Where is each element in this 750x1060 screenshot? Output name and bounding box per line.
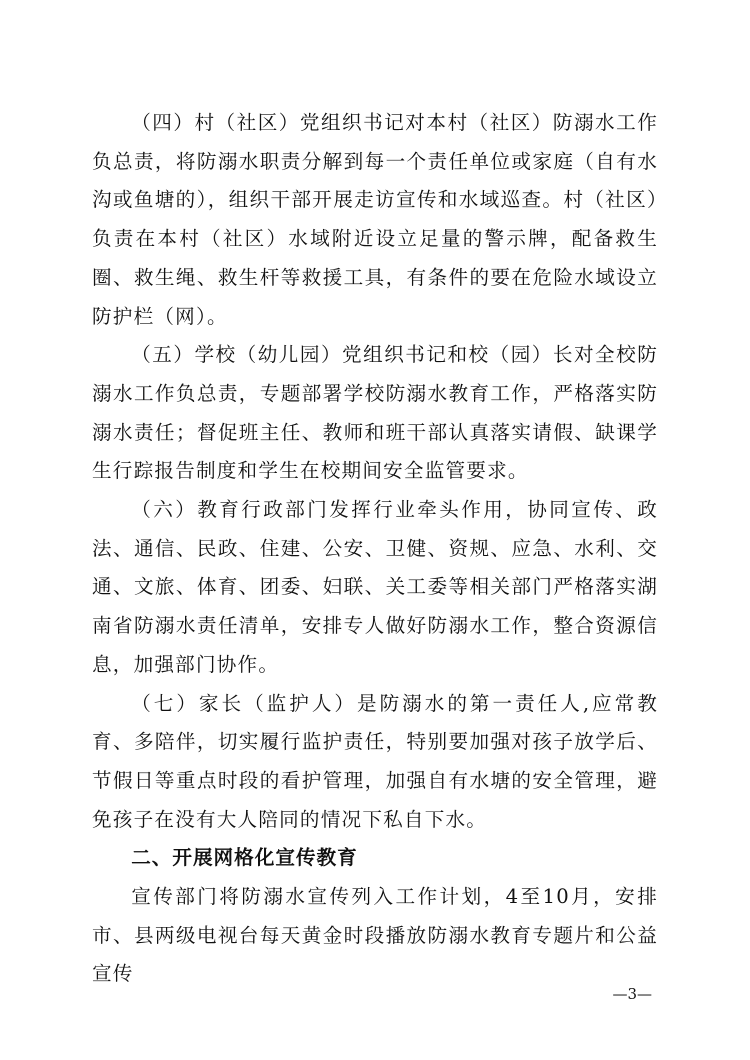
paragraph-education-department: （六）教育行政部门发挥行业牵头作用，协同宣传、政法、通信、民政、住建、公安、卫健、资规、应急、水利、交通、文旅、体育、团委、妇联、关工委等相关部门严格落实湖南省防溺水责任清单，安排专人做好防溺水工作，整合资源信息，加强部门协作。 bbox=[92, 498, 658, 676]
section-heading: 二、开展网格化宣传教育 bbox=[131, 846, 358, 870]
page-number: —3— bbox=[612, 985, 652, 1003]
paragraph-parent-responsibility: （七）家长（监护人）是防溺水的第一责任人,应常教育、多陪伴，切实履行监护责任，特别要加强对孩子放学后、节假日等重点时段的看护管理，加强自有水塘的安全管理，避免孩子在没有大人陪同的情况下私自下水。 bbox=[92, 691, 658, 831]
paragraph-school-responsibility: （五）学校（幼儿园）党组织书记和校（园）长对全校防溺水工作负总责，专题部署学校防溺水教育工作，严格落实防溺水责任；督促班主任、教师和班干部认真落实请假、缺课学生行踪报告制度和学生在校期间安全监管要求。 bbox=[92, 343, 658, 483]
document-body bbox=[92, 104, 658, 994]
paragraph-village-responsibility: （四）村（社区）党组织书记对本村（社区）防溺水工作负总责，将防溺水职责分解到每一个责任单位或家庭（自有水沟或鱼塘的），组织干部开展走访宣传和水域巡查。村（社区）负责在本村（社区）水域附近设立足量的警示牌，配备救生圈、救生绳、救生杆等救援工具，有条件的要在危险水域设立防护栏（网）。 bbox=[92, 111, 658, 328]
paragraph-publicity-plan: 宣传部门将防溺水宣传列入工作计划，4至10月，安排市、县两级电视台每天黄金时段播放防溺水教育专题片和公益宣传 bbox=[92, 885, 658, 986]
